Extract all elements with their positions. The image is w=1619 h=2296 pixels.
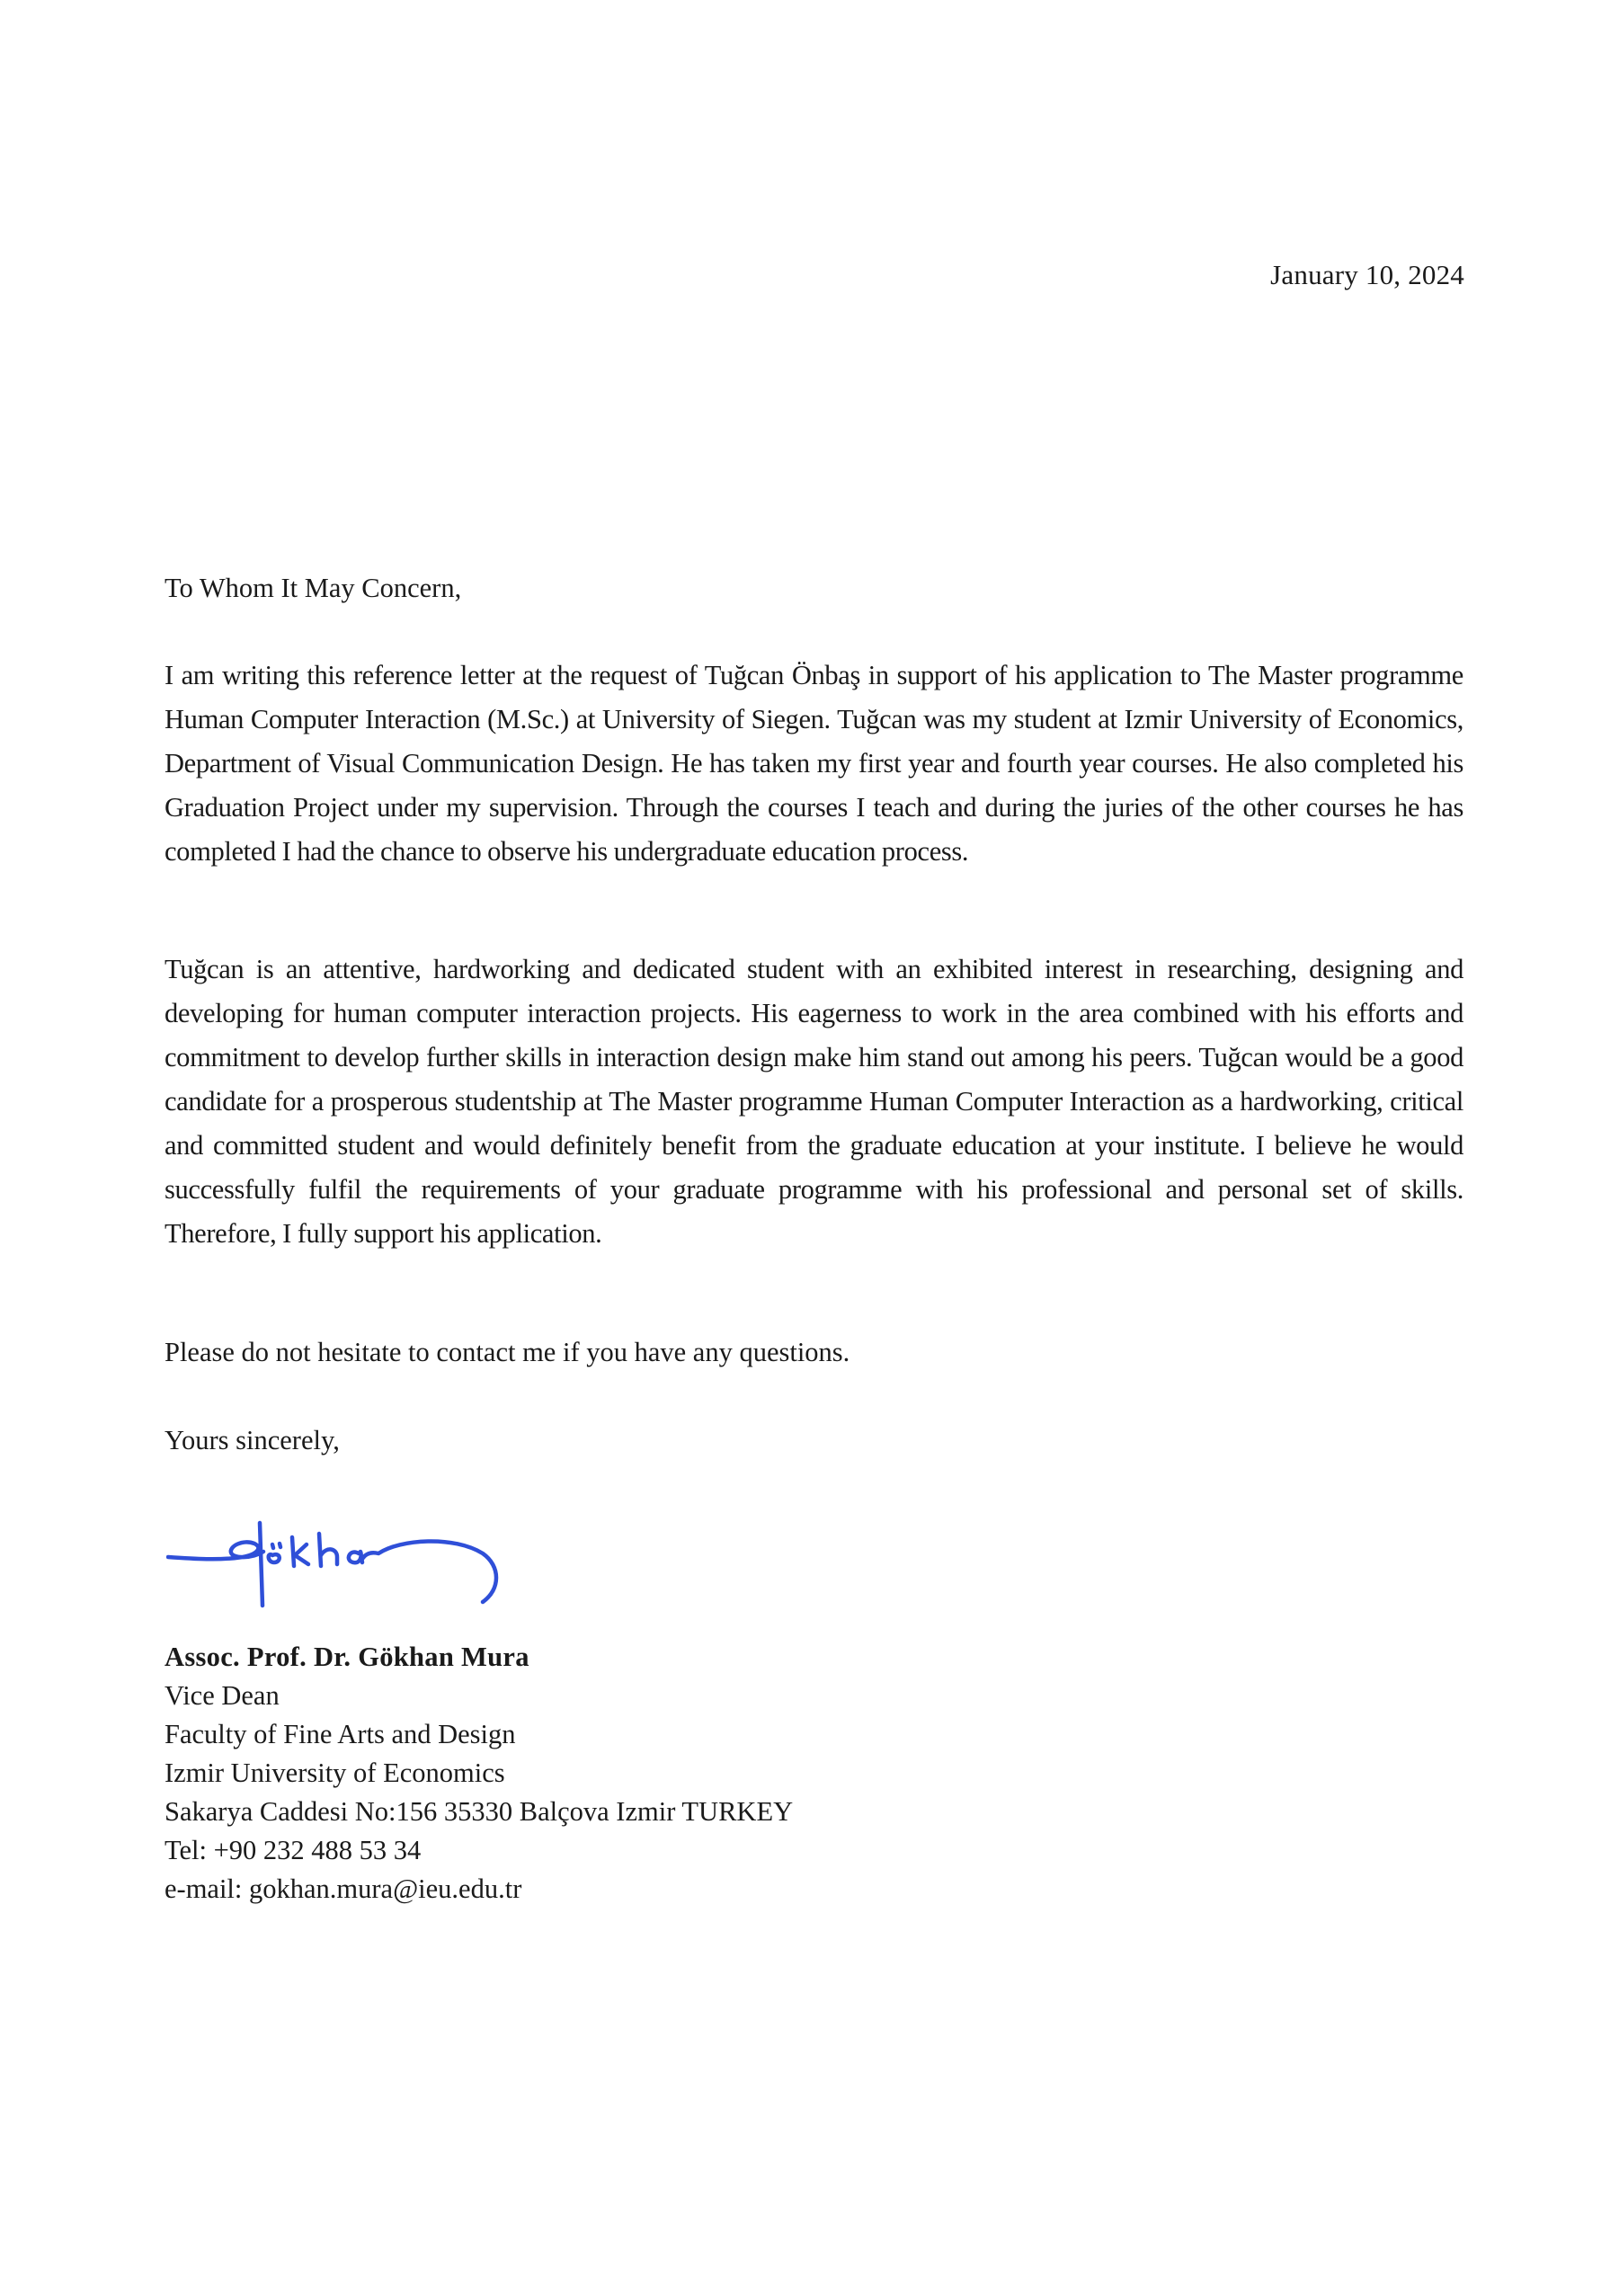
paragraph-recommendation: Tuğcan is an attentive, hardworking and dedicated student with an exhibited interest in researching, designing and developing for human computer interaction projects. His eagerness to work in the area combined with his efforts and commitment to develop further skills in interaction design make him stand out among his peers. Tuğcan would be a good candidate for a prosperous studentship at The Master programme Human Computer Interaction as a hardworking, critical and committed student and would definitely benefit from the graduate education at your institute. I believe he would successfully fulfil the requirements of your graduate programme with his professional and personal set of skills. Therefore, I fully support his application. — [165, 954, 1463, 1249]
signatory-address: Sakarya Caddesi No:156 35330 Balçova Izmir TURKEY — [165, 1796, 794, 1827]
letter-date: January 10, 2024 — [1270, 259, 1464, 290]
signatory-title: Vice Dean — [165, 1680, 280, 1711]
signatory-phone: Tel: +90 232 488 53 34 — [165, 1835, 422, 1865]
paragraph-introduction: I am writing this reference letter at the request of Tuğcan Önbaş in support of his application to The Master programme Human Computer Interaction (M.Sc.) at University of Siegen. Tuğcan was my student at Izmir University of Economics, Department of Visual Communication Design. He has taken my first year and fourth year courses. He also completed his Graduation Project under my supervision. Through the courses I teach and during the juries of the other courses he has completed I had the chance to observe his undergraduate education process. — [165, 660, 1463, 867]
handwritten-signature-icon — [166, 1512, 499, 1611]
sign-off: Yours sincerely, — [165, 1425, 340, 1455]
signatory-email: e-mail: gokhan.mura@ieu.edu.tr — [165, 1873, 522, 1904]
signatory-institution: Izmir University of Economics — [165, 1758, 505, 1788]
salutation: To Whom It May Concern, — [165, 573, 462, 603]
signatory-name: Assoc. Prof. Dr. Gökhan Mura — [165, 1642, 529, 1672]
closing-line: Please do not hesitate to contact me if you have any questions. — [165, 1337, 850, 1367]
signatory-faculty: Faculty of Fine Arts and Design — [165, 1719, 516, 1749]
signatory-block — [165, 1638, 793, 1909]
